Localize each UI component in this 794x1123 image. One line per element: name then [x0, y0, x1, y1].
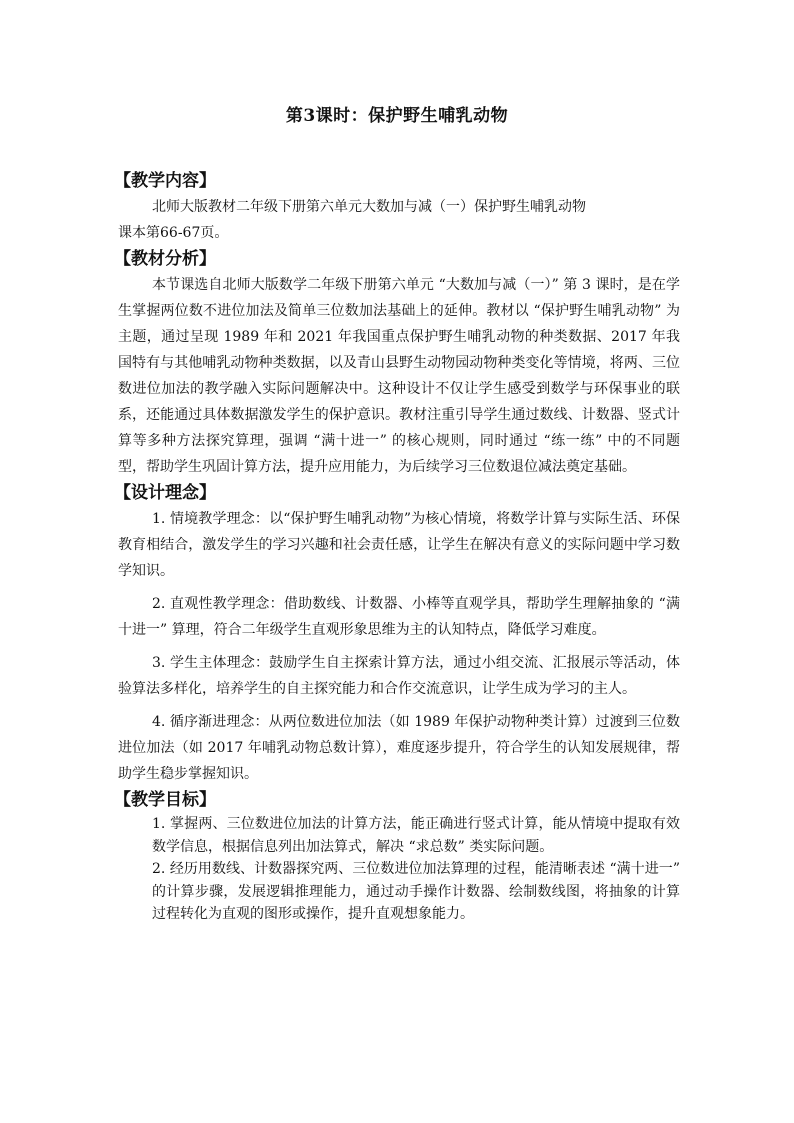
- paragraph: 北师大版教材二年级下册第六单元大数加与减（一）保护野生哺乳动物: [152, 199, 586, 215]
- paragraph: 本节课选自北师大版数学二年级下册第六单元 “大数加与减（一）” 第 3 课时，是在学生掌握两位数不进位加法及简单三位数加法基础上的延伸。教材以 “保护野生哺乳动物” 为主题，通过呈现 1989 年和 2021 年我国重点保护野生哺乳动物的种类数据、2017 年我国特有与其他哺乳动物种类数据，以及青山县野生动物园动物种类变化等情境，将两、三位数进位加法的教学融入实际问题解决中。这种设计不仅让学生感受到数学与环保事业的联系，还能通过具体数据激发学生的保护意识。教材注重引导学生通过数线、计数器、竖式计算等多种方法探究算理，强调 “满十进一” 的核心规则，同时通过 “练一练” 中的不同题型，帮助学生巩固计算方法，提升应用能力，为后续学习三位数退位减法奠定基础。: [118, 277, 680, 475]
- paragraph: 3. 学生主体理念：鼓励学生自主探索计算方法，通过小组交流、汇报展示等活动，体验算法多样化，培养学生的自主探究能力和合作交流意识，让学生成为学习的主人。: [118, 655, 680, 697]
- section-textbook-analysis: [114, 246, 680, 480]
- goal-item: 2. 经历用数线、计数器探究两、三位数进位加法算理的过程，能清晰表述 “满十进一” 的计算步骤，发展逻辑推理能力，通过动手操作计数器、绘制数线图，将抽象的计算过程转化为直观的图形或操作，提升直观想象能力。: [152, 861, 680, 922]
- goal-list: [118, 813, 680, 926]
- section-teaching-goals: [114, 787, 680, 926]
- section-teaching-content: [114, 168, 680, 246]
- section-heading: 【教学内容】: [114, 171, 216, 191]
- document-title: 第3课时：保护野生哺乳动物: [285, 106, 509, 126]
- paragraph: 1. 情境教学理念：以“保护野生哺乳动物”为核心情境，将数学计算与实际生活、环保教育相结合，激发学生的学习兴趣和社会责任感，让学生在解决有意义的实际问题中学习数学知识。: [118, 511, 680, 579]
- paragraph: 2. 直观性教学理念：借助数线、计数器、小棒等直观学具，帮助学生理解抽象的 “满十进一” 算理，符合二年级学生直观形象思维为主的认知特点，降低学习难度。: [118, 596, 680, 638]
- goal-item: 1. 掌握两、三位数进位加法的计算方法，能正确进行竖式计算，能从情境中提取有效数学信息，根据信息列出加法算式，解决 “求总数” 类实际问题。: [152, 816, 680, 855]
- document-body: [114, 168, 680, 926]
- section-heading: 【设计理念】: [114, 483, 216, 503]
- section-heading: 【教学目标】: [114, 790, 216, 810]
- paragraph: 课本第66-67页。: [118, 225, 229, 241]
- section-heading: 【教材分析】: [114, 249, 216, 269]
- section-design-concept: [114, 480, 680, 787]
- paragraph: 4. 循序渐进理念：从两位数进位加法（如 1989 年保护动物种类计算）过渡到三位数进位加法（如 2017 年哺乳动物总数计算），难度逐步提升，符合学生的认知发展规律，帮助学生稳步掌握知识。: [118, 714, 680, 782]
